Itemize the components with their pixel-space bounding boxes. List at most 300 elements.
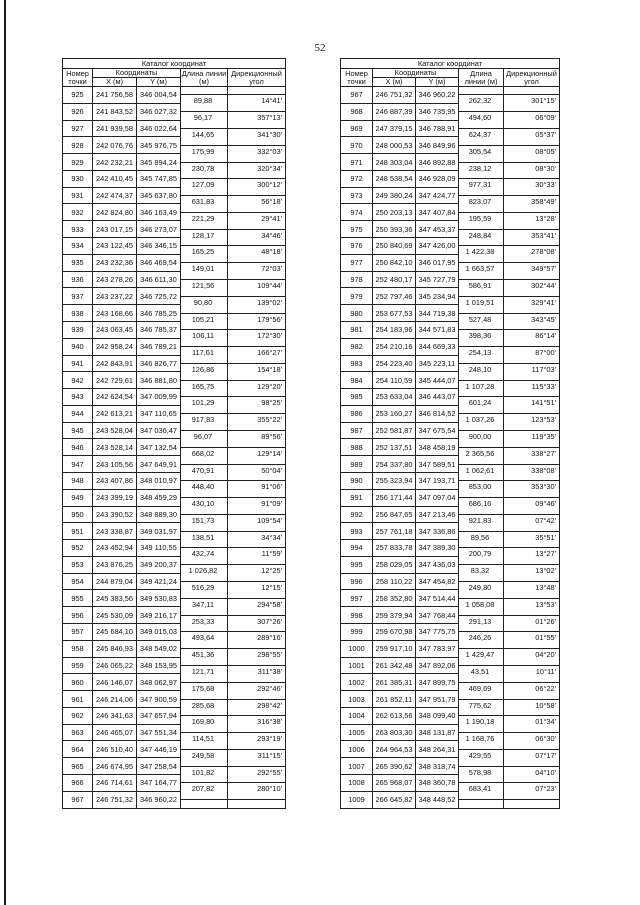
coord-x: 242 824,80 <box>93 204 137 221</box>
segment-spacer <box>181 87 228 95</box>
segment-length: 262,32 <box>459 95 504 112</box>
segment-length: 527,48 <box>459 313 504 330</box>
segment-angle: 329°41' <box>504 296 560 313</box>
coord-x: 242 232,21 <box>93 154 137 171</box>
segment-length: 1 026,82 <box>181 565 228 582</box>
segment-angle: 117°03' <box>504 363 560 380</box>
coord-x: 243 876,25 <box>93 556 137 573</box>
coord-y: 347 783,97 <box>416 640 459 657</box>
segment-length: 126,86 <box>181 363 228 380</box>
segment-spacer <box>459 800 504 808</box>
point-number: 935 <box>63 254 93 271</box>
point-number: 931 <box>63 187 93 204</box>
point-number: 963 <box>63 724 93 741</box>
segment-length: 165,75 <box>181 380 228 397</box>
coord-y: 347 775,75 <box>416 624 459 641</box>
segment-angle: 08°05' <box>504 145 560 162</box>
segment-angle: 86°14' <box>504 330 560 347</box>
segment-angle: 332°03' <box>228 145 286 162</box>
point-number: 958 <box>63 640 93 657</box>
coord-x: 243 390,52 <box>93 506 137 523</box>
point-number: 964 <box>63 741 93 758</box>
point-number: 974 <box>341 204 373 221</box>
coord-x: 246 887,39 <box>373 103 416 120</box>
segment-angle: 311°38' <box>228 665 286 682</box>
segment-length: 823,07 <box>459 196 504 213</box>
coord-y: 344 571,83 <box>416 321 459 338</box>
coord-x: 255 323,94 <box>373 472 416 489</box>
coord-y: 347 258,54 <box>137 758 181 775</box>
coord-y: 346 826,77 <box>137 355 181 372</box>
coord-x: 253 677,53 <box>373 305 416 322</box>
segment-angle: 50°04' <box>228 464 286 481</box>
segment-length: 432,74 <box>181 548 228 565</box>
coord-x: 242 843,91 <box>93 355 137 372</box>
coord-y: 346 611,30 <box>137 271 181 288</box>
point-number: 988 <box>341 439 373 456</box>
segment-length: 1 422,38 <box>459 246 504 263</box>
segment-length: 493,64 <box>181 632 228 649</box>
coord-x: 258 352,80 <box>373 590 416 607</box>
coord-y: 349 421,24 <box>137 573 181 590</box>
point-number: 1004 <box>341 707 373 724</box>
segment-angle: 338°27' <box>504 447 560 464</box>
point-number: 984 <box>341 372 373 389</box>
point-number: 967 <box>63 791 93 808</box>
coord-x: 246 065,22 <box>93 657 137 674</box>
coord-y: 345 444,07 <box>416 372 459 389</box>
segment-length: 586,91 <box>459 279 504 296</box>
point-number: 940 <box>63 338 93 355</box>
col-x-header: X (м) <box>93 78 137 87</box>
point-number: 947 <box>63 456 93 473</box>
coord-y: 347 436,03 <box>416 556 459 573</box>
point-number: 982 <box>341 338 373 355</box>
segment-angle: 05°37' <box>504 128 560 145</box>
segment-length: 398,36 <box>459 330 504 347</box>
segment-angle: 166°27' <box>228 347 286 364</box>
point-number: 945 <box>63 422 93 439</box>
point-number: 942 <box>63 372 93 389</box>
point-number: 983 <box>341 355 373 372</box>
coord-y: 346 735,95 <box>416 103 459 120</box>
segment-length: 253,33 <box>181 615 228 632</box>
coord-y: 347 675,54 <box>416 422 459 439</box>
segment-length: 254,13 <box>459 347 504 364</box>
segment-length: 165,25 <box>181 246 228 263</box>
segment-angle: 278°08' <box>504 246 560 263</box>
segment-angle: 353°30' <box>504 481 560 498</box>
coord-x: 257 761,18 <box>373 523 416 540</box>
segment-length: 683,41 <box>459 783 504 800</box>
coord-x: 243 399,19 <box>93 489 137 506</box>
point-number: 999 <box>341 624 373 641</box>
coord-y: 345 727,79 <box>416 271 459 288</box>
point-number: 998 <box>341 607 373 624</box>
coord-x: 246 674,95 <box>93 758 137 775</box>
segment-angle: 172°30' <box>228 330 286 347</box>
segment-angle: 56°18' <box>228 196 286 213</box>
segment-length: 601,24 <box>459 397 504 414</box>
coord-y: 347 336,86 <box>416 523 459 540</box>
segment-angle: 338°08' <box>504 464 560 481</box>
segment-angle: 292°55' <box>228 766 286 783</box>
segment-angle: 280°10' <box>228 783 286 800</box>
point-number: 962 <box>63 707 93 724</box>
coord-y: 347 589,51 <box>416 456 459 473</box>
coord-x: 264 964,53 <box>373 741 416 758</box>
coord-x: 254 110,59 <box>373 372 416 389</box>
coord-x: 243 063,45 <box>93 321 137 338</box>
segment-angle: 349°57' <box>504 263 560 280</box>
segment-length: 624,37 <box>459 128 504 145</box>
coord-x: 242 410,45 <box>93 170 137 187</box>
segment-angle: 10°11' <box>504 665 560 682</box>
segment-angle: 141°51' <box>504 397 560 414</box>
point-number: 997 <box>341 590 373 607</box>
col-y-header: Y (м) <box>137 78 181 87</box>
segment-length: 207,82 <box>181 783 228 800</box>
segment-angle: 34°46' <box>228 229 286 246</box>
segment-angle: 292°46' <box>228 682 286 699</box>
point-number: 977 <box>341 254 373 271</box>
coord-y: 344 669,33 <box>416 338 459 355</box>
point-number: 972 <box>341 170 373 187</box>
col-point-header: Номер точки <box>341 69 373 87</box>
catalog-title: Каталог координат <box>63 59 286 69</box>
coord-x: 243 168,66 <box>93 305 137 322</box>
segment-length: 89,88 <box>181 95 228 112</box>
segment-length: 151,73 <box>181 514 228 531</box>
segment-angle: 91°06' <box>228 481 286 498</box>
coord-y: 346 027,32 <box>137 103 181 120</box>
segment-angle: 129°20' <box>228 380 286 397</box>
point-number: 941 <box>63 355 93 372</box>
segment-angle: 358°49' <box>504 196 560 213</box>
segment-angle: 01°55' <box>504 632 560 649</box>
coord-x: 258 110,22 <box>373 573 416 590</box>
segment-length: 221,29 <box>181 212 228 229</box>
segment-length: 121,71 <box>181 665 228 682</box>
coord-x: 243 528,04 <box>93 422 137 439</box>
segment-angle: 48°18' <box>228 246 286 263</box>
coord-y: 345 223,11 <box>416 355 459 372</box>
segment-length: 175,99 <box>181 145 228 162</box>
segment-length: 430,10 <box>181 498 228 515</box>
coord-y: 344 719,38 <box>416 305 459 322</box>
point-number: 950 <box>63 506 93 523</box>
point-number: 967 <box>341 87 373 104</box>
coord-y: 347 551,34 <box>137 724 181 741</box>
segment-angle: 10°58' <box>504 699 560 716</box>
table-row <box>63 87 286 95</box>
segment-angle: 12°15' <box>228 582 286 599</box>
point-number: 1003 <box>341 691 373 708</box>
coord-x: 252 797,46 <box>373 288 416 305</box>
coord-y: 346 892,88 <box>416 154 459 171</box>
point-number: 955 <box>63 590 93 607</box>
segment-angle: 30°33' <box>504 179 560 196</box>
coord-x: 265 390,62 <box>373 758 416 775</box>
segment-angle: 298°55' <box>228 649 286 666</box>
segment-angle: 302°44' <box>504 279 560 296</box>
coord-y: 347 389,30 <box>416 540 459 557</box>
segment-length: 448,40 <box>181 481 228 498</box>
coord-x: 248 303,04 <box>373 154 416 171</box>
segment-length: 429,55 <box>459 749 504 766</box>
segment-angle: 91°09' <box>228 498 286 515</box>
col-coords-header: Координаты <box>373 69 459 78</box>
segment-length: 43,51 <box>459 665 504 682</box>
coord-y: 349 015,03 <box>137 624 181 641</box>
segment-angle: 07°23' <box>504 783 560 800</box>
coord-x: 246 341,63 <box>93 707 137 724</box>
point-number: 934 <box>63 238 93 255</box>
point-number: 991 <box>341 489 373 506</box>
coord-y: 347 110,65 <box>137 405 181 422</box>
segment-length: 96,17 <box>181 112 228 129</box>
coord-x: 250 842,10 <box>373 254 416 271</box>
point-number: 980 <box>341 305 373 322</box>
coord-x: 250 393,36 <box>373 221 416 238</box>
coord-y: 347 900,59 <box>137 691 181 708</box>
segment-length: 668,02 <box>181 447 228 464</box>
point-number: 943 <box>63 389 93 406</box>
col-length-header: Длина линии (м) <box>459 69 504 87</box>
coord-y: 347 446,19 <box>137 741 181 758</box>
coord-y: 347 009,99 <box>137 389 181 406</box>
coord-x: 243 237,22 <box>93 288 137 305</box>
point-number: 969 <box>341 120 373 137</box>
point-number: 926 <box>63 103 93 120</box>
point-number: 993 <box>341 523 373 540</box>
segment-length: 169,80 <box>181 716 228 733</box>
segment-angle: 72°03' <box>228 263 286 280</box>
segment-angle: 09°46' <box>504 498 560 515</box>
segment-length: 121,56 <box>181 279 228 296</box>
segment-length: 305,54 <box>459 145 504 162</box>
segment-angle: 300°12' <box>228 179 286 196</box>
coord-x: 243 278,26 <box>93 271 137 288</box>
col-point-header: Номер точки <box>63 69 93 87</box>
segment-length: 1 058,08 <box>459 598 504 615</box>
point-number: 978 <box>341 271 373 288</box>
coord-x: 261 342,48 <box>373 657 416 674</box>
coord-x: 246 751,32 <box>93 791 137 808</box>
coord-y: 346 881,80 <box>137 372 181 389</box>
segment-length: 117,61 <box>181 347 228 364</box>
coord-x: 250 203,13 <box>373 204 416 221</box>
segment-angle: 06°30' <box>504 733 560 750</box>
coord-y: 347 036,47 <box>137 422 181 439</box>
segment-length: 2 365,56 <box>459 447 504 464</box>
point-number: 936 <box>63 271 93 288</box>
col-length-header: Длина линии (м) <box>181 69 227 86</box>
segment-length: 248,10 <box>459 363 504 380</box>
coord-x: 252 137,51 <box>373 439 416 456</box>
point-number: 981 <box>341 321 373 338</box>
coord-x: 253 633,04 <box>373 389 416 406</box>
segment-angle: 154°18' <box>228 363 286 380</box>
segment-angle: 353°41' <box>504 229 560 246</box>
coord-x: 259 917,10 <box>373 640 416 657</box>
coord-y: 347 649,91 <box>137 456 181 473</box>
coord-y: 347 951,79 <box>416 691 459 708</box>
segment-angle: 355°22' <box>228 414 286 431</box>
segment-angle: 139°02' <box>228 296 286 313</box>
coord-y: 347 657,94 <box>137 707 181 724</box>
segment-angle: 87°00' <box>504 347 560 364</box>
coord-y: 349 110,55 <box>137 540 181 557</box>
segment-length: 451,36 <box>181 649 228 666</box>
coord-y: 347 164,77 <box>137 775 181 792</box>
segment-angle: 07°17' <box>504 749 560 766</box>
segment-length: 1 190,18 <box>459 716 504 733</box>
segment-angle: 298°42' <box>228 699 286 716</box>
coord-x: 254 223,40 <box>373 355 416 372</box>
coord-y: 348 010,97 <box>137 472 181 489</box>
segment-angle: 293°19' <box>228 733 286 750</box>
segment-angle: 29°41' <box>228 212 286 229</box>
col-angle-header: Дирекционный угол <box>228 69 286 87</box>
segment-angle: 13°53' <box>504 598 560 615</box>
segment-length: 238,12 <box>459 162 504 179</box>
point-number: 1007 <box>341 758 373 775</box>
coord-y: 347 407,84 <box>416 204 459 221</box>
segment-length: 853,00 <box>459 481 504 498</box>
point-number: 949 <box>63 489 93 506</box>
coord-x: 246 714,61 <box>93 775 137 792</box>
segment-length: 249,80 <box>459 582 504 599</box>
coord-y: 349 031,97 <box>137 523 181 540</box>
coord-y: 348 099,40 <box>416 707 459 724</box>
coord-x: 242 958,24 <box>93 338 137 355</box>
coord-x: 265 968,07 <box>373 775 416 792</box>
point-number: 992 <box>341 506 373 523</box>
point-number: 979 <box>341 288 373 305</box>
segment-length: 1 019,51 <box>459 296 504 313</box>
coord-y: 346 163,49 <box>137 204 181 221</box>
coordinate-catalog-right <box>340 58 560 809</box>
coord-y: 348 062,97 <box>137 674 181 691</box>
point-number: 944 <box>63 405 93 422</box>
coord-y: 346 469,54 <box>137 254 181 271</box>
coord-x: 244 879,04 <box>93 573 137 590</box>
segment-length: 248,84 <box>459 229 504 246</box>
coord-y: 346 789,21 <box>137 338 181 355</box>
coord-y: 346 004,54 <box>137 87 181 104</box>
coord-x: 243 338,87 <box>93 523 137 540</box>
segment-length: 105,21 <box>181 313 228 330</box>
point-number: 954 <box>63 573 93 590</box>
segment-angle: 289°16' <box>228 632 286 649</box>
coord-y: 346 443,07 <box>416 389 459 406</box>
coord-x: 261 385,31 <box>373 674 416 691</box>
coord-y: 345 976,75 <box>137 137 181 154</box>
segment-angle: 13°48' <box>504 582 560 599</box>
col-angle-header: Дирекционный угол <box>504 69 560 87</box>
coord-y: 348 459,29 <box>137 489 181 506</box>
segment-length: 101,29 <box>181 397 228 414</box>
coord-y: 347 426,00 <box>416 238 459 255</box>
segment-length: 128,17 <box>181 229 228 246</box>
segment-length: 138,51 <box>181 531 228 548</box>
coord-x: 246 510,40 <box>93 741 137 758</box>
segment-angle: 307°26' <box>228 615 286 632</box>
segment-length: 686,16 <box>459 498 504 515</box>
segment-angle: 109°44' <box>228 279 286 296</box>
coord-y: 347 768,44 <box>416 607 459 624</box>
coord-y: 346 788,91 <box>416 120 459 137</box>
coordinate-catalog-left <box>62 58 286 809</box>
coord-y: 348 131,87 <box>416 724 459 741</box>
coord-x: 243 407,86 <box>93 472 137 489</box>
coord-x: 261 852,11 <box>373 691 416 708</box>
coord-y: 346 022,64 <box>137 120 181 137</box>
segment-angle: 320°34' <box>228 162 286 179</box>
segment-length: 631,83 <box>181 196 228 213</box>
point-number: 1009 <box>341 791 373 808</box>
segment-spacer <box>504 800 560 808</box>
coord-x: 263 803,30 <box>373 724 416 741</box>
point-number: 932 <box>63 204 93 221</box>
point-number: 933 <box>63 221 93 238</box>
segment-length: 494,60 <box>459 112 504 129</box>
point-number: 970 <box>341 137 373 154</box>
coord-x: 257 833,78 <box>373 540 416 557</box>
coord-y: 345 747,85 <box>137 170 181 187</box>
point-number: 989 <box>341 456 373 473</box>
point-number: 1008 <box>341 775 373 792</box>
coord-x: 258 029,05 <box>373 556 416 573</box>
coord-x: 253 160,27 <box>373 405 416 422</box>
coord-x: 252 480,17 <box>373 271 416 288</box>
segment-length: 246,26 <box>459 632 504 649</box>
coord-x: 254 337,80 <box>373 456 416 473</box>
segment-angle: 179°56' <box>228 313 286 330</box>
segment-length: 516,29 <box>181 582 228 599</box>
segment-angle: 06°22' <box>504 682 560 699</box>
coord-x: 259 379,94 <box>373 607 416 624</box>
point-number: 985 <box>341 389 373 406</box>
segment-length: 200,79 <box>459 548 504 565</box>
coord-x: 243 452,94 <box>93 540 137 557</box>
segment-length: 775,62 <box>459 699 504 716</box>
coord-x: 262 613,56 <box>373 707 416 724</box>
point-number: 956 <box>63 607 93 624</box>
coord-x: 243 122,45 <box>93 238 137 255</box>
coord-y: 347 454,82 <box>416 573 459 590</box>
coord-x: 245 530,09 <box>93 607 137 624</box>
segment-spacer <box>181 800 228 808</box>
coord-x: 250 840,69 <box>373 238 416 255</box>
point-number: 1005 <box>341 724 373 741</box>
segment-length: 917,83 <box>181 414 228 431</box>
coord-y: 346 785,37 <box>137 321 181 338</box>
coord-y: 348 448,52 <box>416 791 459 808</box>
segment-length: 89,56 <box>459 531 504 548</box>
coord-y: 347 193,71 <box>416 472 459 489</box>
coord-x: 242 729,61 <box>93 372 137 389</box>
coord-x: 256 847,65 <box>373 506 416 523</box>
segment-length: 249,58 <box>181 749 228 766</box>
segment-length: 96,07 <box>181 431 228 448</box>
col-y-header: Y (м) <box>416 78 459 87</box>
segment-length: 921,83 <box>459 514 504 531</box>
coord-y: 348 264,31 <box>416 741 459 758</box>
segment-length: 101,82 <box>181 766 228 783</box>
segment-length: 1 429,47 <box>459 649 504 666</box>
